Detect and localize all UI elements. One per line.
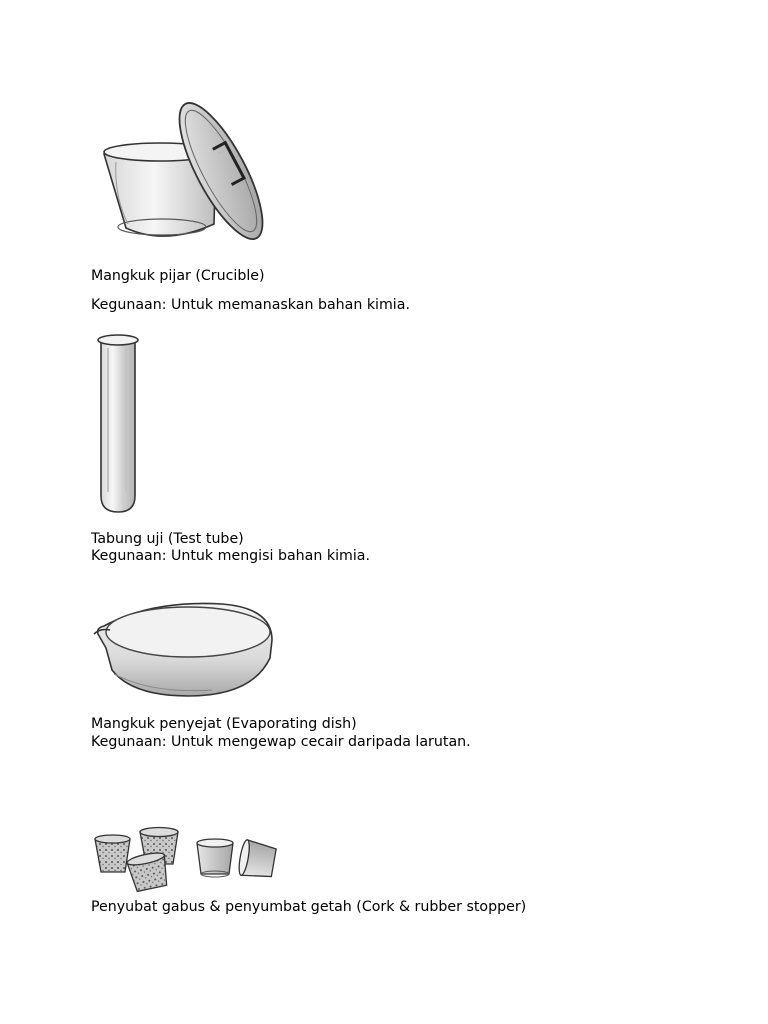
crucible-usage: Kegunaan: Untuk memanaskan bahan kimia. (91, 297, 410, 313)
evaporating-dish-illustration (92, 598, 278, 700)
evaporating-dish-name: Mangkuk penyejat (Evaporating dish) (91, 716, 357, 732)
evaporating-dish-usage: Kegunaan: Untuk mengewap cecair daripada larutan. (91, 734, 471, 750)
stoppers-illustration (92, 824, 278, 894)
test-tube-usage: Kegunaan: Untuk mengisi bahan kimia. (91, 548, 370, 564)
crucible-illustration (96, 96, 282, 246)
stoppers-name: Penyubat gabus & penyumbat getah (Cork & rubber stopper) (91, 899, 527, 915)
crucible-name: Mangkuk pijar (Crucible) (91, 268, 265, 284)
test-tube-illustration (96, 332, 146, 516)
test-tube-name: Tabung uji (Test tube) (91, 531, 244, 547)
